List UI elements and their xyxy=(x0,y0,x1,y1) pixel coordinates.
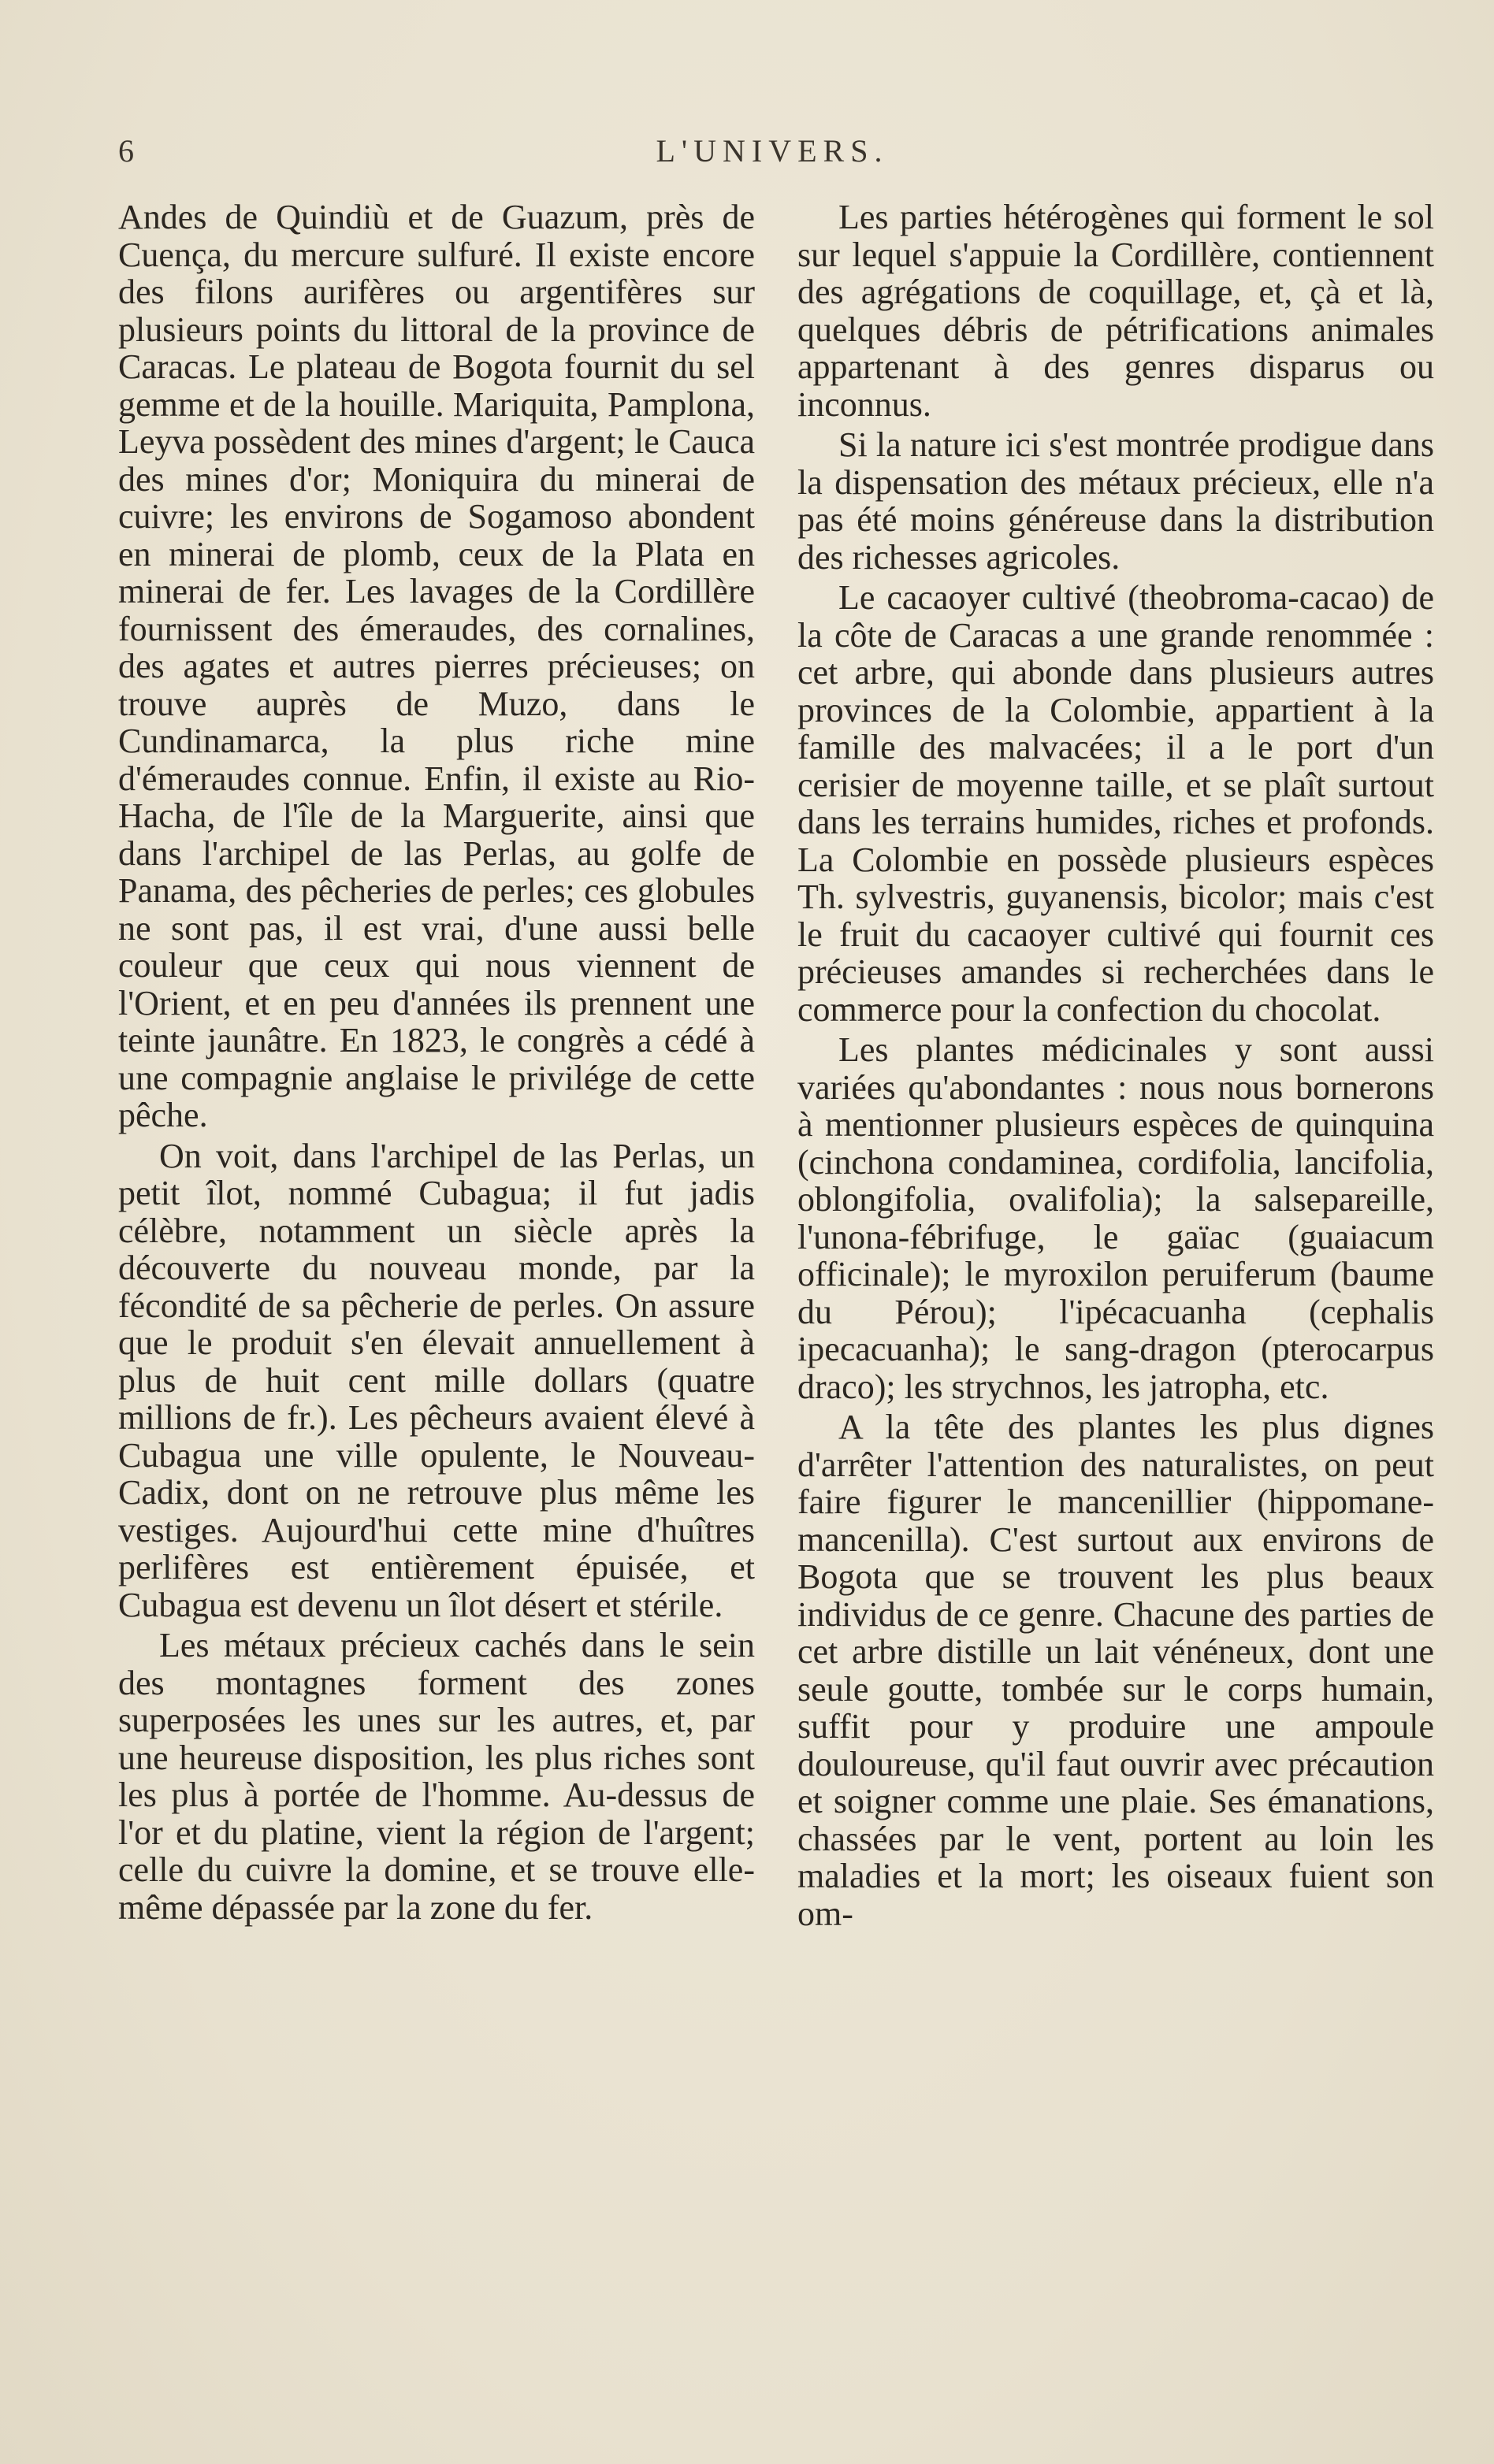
paragraph-right-1: Les parties hétérogènes qui forment le sol sur lequel s'appuie la Cordillère, contiennent des agrégations de coquillage, et, çà et là, quelques débris de pétrifications animales appartenant à des genres disparus ou inconnus. xyxy=(797,198,1434,424)
paragraph-right-5: A la tête des plantes les plus dignes d'arrêter l'attention des naturalistes, on peut faire figurer le mancenillier (hippomane-mancenilla). C'est surtout aux environs de Bogota que se trouvent les plus beaux individus de ce genre. Chacune des parties de cet arbre distille un lait vénéneux, dont une seule goutte, tombée sur le corps humain, suffit pour y produire une ampoule douloureuse, qu'il faut ouvrir avec précaution et soigner comme une plaie. Ses émanations, chassées par le vent, portent au loin les maladies et la mort; les oiseaux fuient son om- xyxy=(797,1408,1434,1933)
page-number: 6 xyxy=(118,133,134,169)
right-column xyxy=(797,199,1434,1935)
paragraph-right-4: Les plantes médicinales y sont aussi variées qu'abondantes : nous nous bornerons à mentionner plusieurs espèces de quinquina (cinchona condaminea, cordifolia, lancifolia, oblongifolia, ovalifolia); la salsepareille, l'unona-fébrifuge, le gaïac (guaiacum officinale); le myroxilon peruiferum (baume du Pérou); l'ipécacuanha (cephalis ipecacuanha); le sang-dragon (pterocarpus draco); les strychnos, les jatropha, etc. xyxy=(797,1030,1434,1406)
paragraph-left-2: On voit, dans l'archipel de las Perlas, un petit îlot, nommé Cubagua; il fut jadis célèbre, notamment un siècle après la découverte du nouveau monde, par la fécondité de sa pêcherie de perles. On assure que le produit s'en élevait annuellement à plus de huit cent mille dollars (quatre millions de fr.). Les pêcheurs avaient élevé à Cubagua une ville opulente, le Nouveau-Cadix, dont on ne retrouve plus même les vestiges. Aujourd'hui cette mine d'huîtres perlifères est entièrement épuisée, et Cubagua est devenu un îlot désert et stérile. xyxy=(118,1136,755,1624)
paragraph-left-3: Les métaux précieux cachés dans le sein des montagnes forment des zones superposées les unes sur les autres, et, par une heureuse disposition, les plus riches sont les plus à portée de l'homme. Au-dessus de l'or et du platine, vient la région de l'argent; celle du cuivre la domine, et se trouve elle-même dépassée par la zone du fer. xyxy=(118,1626,755,1927)
paragraph-right-2: Si la nature ici s'est montrée prodigue dans la dispensation des métaux précieux, elle n'a pas été moins généreuse dans la distribution des richesses agricoles. xyxy=(797,425,1434,577)
paragraph-left-1: Andes de Quindiù et de Guazum, près de Cuença, du mercure sulfuré. Il existe encore des filons aurifères ou argentifères sur plusieurs points du littoral de la province de Caracas. Le plateau de Bogota fournit du sel gemme et de la houille. Mariquita, Pamplona, Leyva possèdent des mines d'argent; le Cauca des mines d'or; Moniquira du minerai de cuivre; les environs de Sogamoso abondent en minerai de plomb, ceux de la Plata en minerai de fer. Les lavages de la Cordillère fournissent des émeraudes, des cornalines, des agates et autres pierres précieuses; on trouve auprès de Muzo, dans le Cundinamarca, la plus riche mine d'émeraudes connue. Enfin, il existe au Rio-Hacha, de l'île de la Marguerite, ainsi que dans l'archipel de las Perlas, au golfe de Panama, des pêcheries de perles; ces globules ne sont pas, il est vrai, d'une aussi belle couleur que ceux qui nous viennent de l'Orient, et en peu d'années ils prennent une teinte jaunâtre. En 1823, le congrès a cédé à une compagnie anglaise le privilége de cette pêche. xyxy=(118,198,755,1134)
left-column xyxy=(118,199,755,1929)
page-header xyxy=(118,132,1426,180)
running-head: L'UNIVERS. xyxy=(656,133,889,169)
paragraph-right-3: Le cacaoyer cultivé (theobroma-cacao) de la côte de Caracas a une grande renommée : cet arbre, qui abonde dans plusieurs autres provinces de la Colombie, appartient à la famille des malvacées; il a le port d'un cerisier de moyenne taille, et se plaît surtout dans les terrains humides, riches et profonds. La Colombie en possède plusieurs espèces Th. sylvestris, guyanensis, bicolor; mais c'est le fruit du cacaoyer cultivé qui fournit ces précieuses amandes si recherchées dans le commerce pour la confection du chocolat. xyxy=(797,578,1434,1029)
